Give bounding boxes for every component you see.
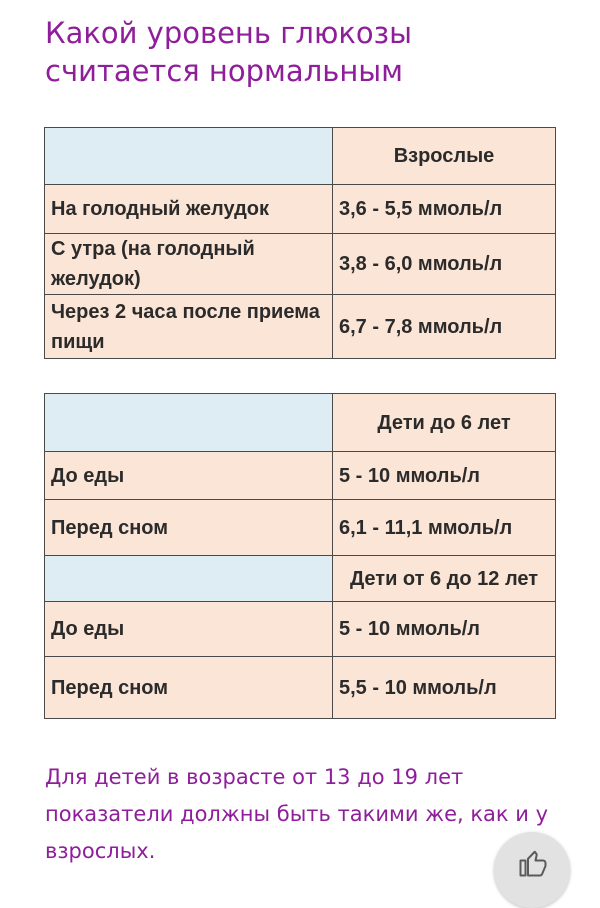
footer-note: Для детей в возрасте от 13 до 19 лет показатели должны быть такими же, как и у взрослых.: [45, 765, 549, 863]
table-row: [45, 452, 556, 500]
table-row: [45, 234, 556, 295]
row-value: 5 - 10 ммоль/л: [333, 602, 556, 657]
header-children-6-to-12: Дети от 6 до 12 лет: [333, 556, 556, 602]
adults-glucose-table: [44, 127, 556, 359]
table-row: [45, 295, 556, 359]
row-value: 3,6 - 5,5 ммоль/л: [333, 185, 556, 234]
thumbs-up-icon: [518, 848, 548, 878]
row-label: До еды: [45, 452, 333, 500]
table-row: [45, 185, 556, 234]
table-row: [45, 657, 556, 719]
row-label: С утра (на голодный желудок): [45, 234, 333, 295]
table-header-row: [45, 556, 556, 602]
row-label: Через 2 часа после приема пищи: [45, 295, 333, 359]
row-value: 6,7 - 7,8 ммоль/л: [333, 295, 556, 359]
table-header-row: [45, 394, 556, 452]
header-empty-cell: [45, 394, 333, 452]
children-glucose-table: [44, 393, 556, 719]
row-value: 6,1 - 11,1 ммоль/л: [333, 500, 556, 556]
row-label: Перед сном: [45, 657, 333, 719]
table-header-row: [45, 128, 556, 185]
table-row: [45, 602, 556, 657]
page-title-line-1: Какой уровень глюкозы: [45, 16, 412, 50]
row-value: 5 - 10 ммоль/л: [333, 452, 556, 500]
row-label: Перед сном: [45, 500, 333, 556]
table-row: [45, 500, 556, 556]
page-title: [45, 14, 565, 90]
header-children-under-6: Дети до 6 лет: [333, 394, 556, 452]
header-empty-cell: [45, 128, 333, 185]
header-empty-cell: [45, 556, 333, 602]
header-adults: Взрослые: [333, 128, 556, 185]
row-value: 3,8 - 6,0 ммоль/л: [333, 234, 556, 295]
row-value: 5,5 - 10 ммоль/л: [333, 657, 556, 719]
row-label: На голодный желудок: [45, 185, 333, 234]
page-title-line-2: считается нормальным: [45, 54, 404, 88]
like-button[interactable]: [494, 832, 570, 908]
row-label: До еды: [45, 602, 333, 657]
